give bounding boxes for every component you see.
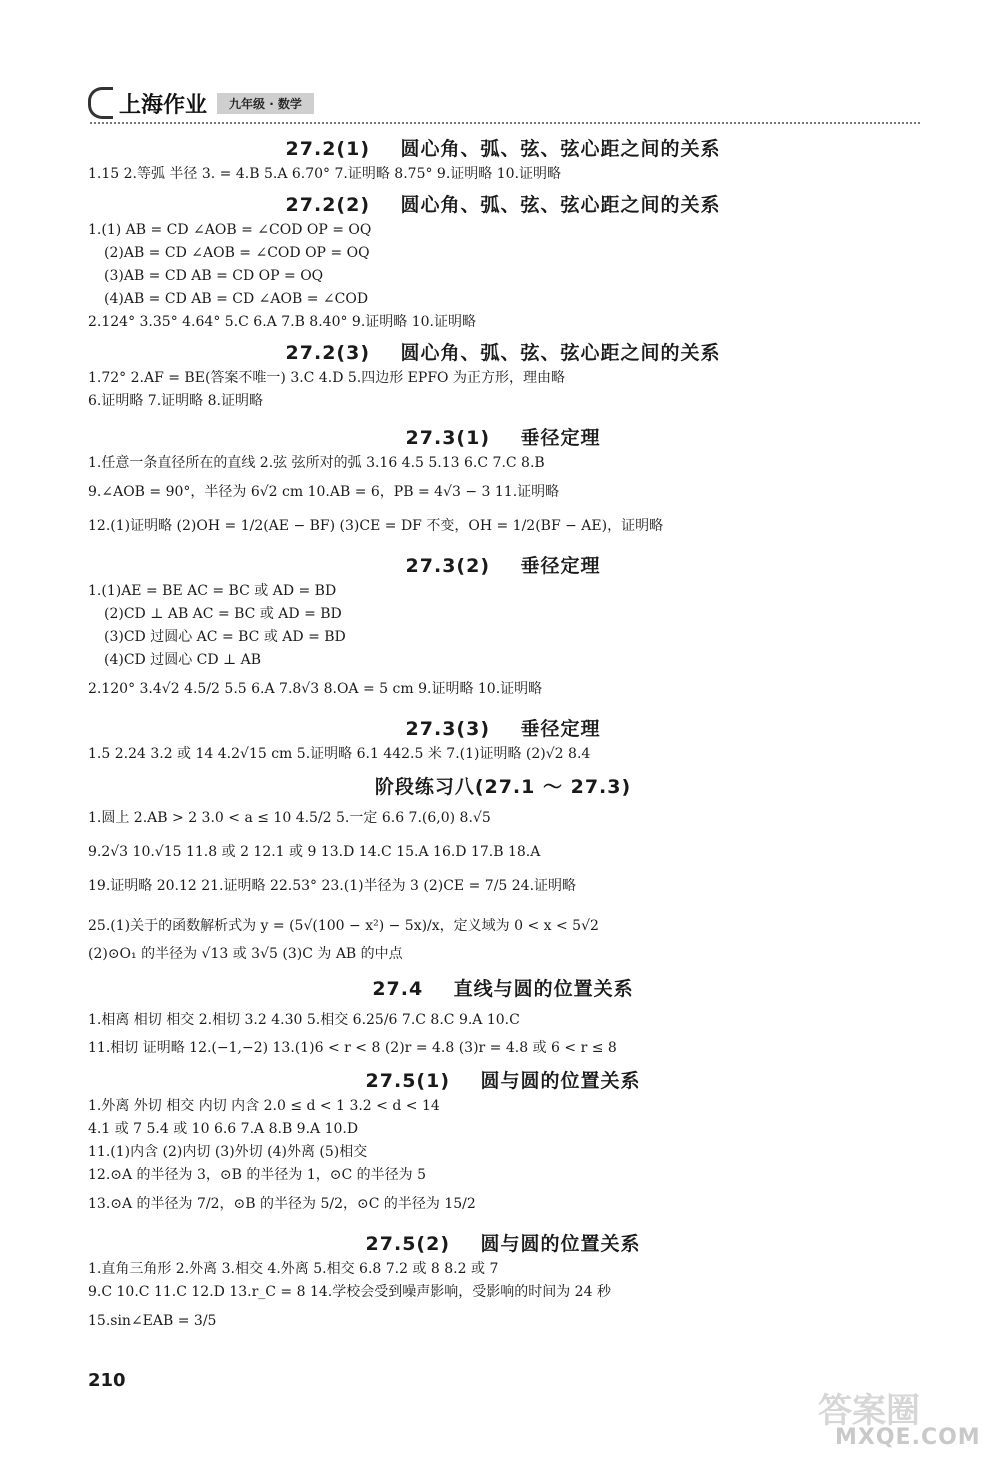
answer-line: 2.120° 3.4√2 4.5/2 5.5 6.A 7.8√3 8.OA = 5 cm 9.证明略 10.证明略 [88, 681, 543, 697]
answer-line: (4)CD 过圆心 CD ⊥ AB [104, 652, 262, 668]
section-title: 阶段练习八(27.1 ～ 27.3) [374, 776, 632, 798]
watermark-text: MXQE.COM [835, 1425, 981, 1450]
section-title: 27.5(1) 圆与圆的位置关系 [365, 1070, 641, 1092]
answer-line: 1.15 2.等弧 半径 3. = 4.B 5.A 6.70° 7.证明略 8.75° 9.证明略 10.证明略 [88, 166, 562, 182]
book-logo-icon [88, 87, 113, 119]
grade-tag: 九年级 · 数学 [217, 93, 314, 114]
answer-line: 1.相离 相切 相交 2.相切 3.2 4.30 5.相交 6.25/6 7.C 8.C 9.A 10.C [88, 1012, 520, 1028]
section-title: 27.2(3) 圆心角、弧、弦、弦心距之间的关系 [285, 342, 721, 364]
section-title: 27.3(3) 垂径定理 [405, 718, 601, 740]
answer-line: (3)AB = CD AB = CD OP = OQ [104, 268, 324, 284]
page-header [88, 86, 314, 120]
answer-line: 1.72° 2.AF = BE(答案不唯一) 3.C 4.D 5.四边形 EPFO 为正方形，理由略 [88, 370, 565, 386]
answer-line: 15.sin∠EAB = 3/5 [88, 1313, 217, 1329]
answer-line: 13.⊙A 的半径为 7/2，⊙B 的半径为 5/2，⊙C 的半径为 15/2 [88, 1196, 476, 1212]
answer-line: 1.圆上 2.AB > 2 3.0 < a ≤ 10 4.5/2 5.一定 6.6 7.(6,0) 8.√5 [88, 810, 491, 826]
answer-line: (2)AB = CD ∠AOB = ∠COD OP = OQ [104, 245, 370, 261]
answer-line: 1.任意一条直径所在的直线 2.弦 弦所对的弧 3.16 4.5 5.13 6.C 7.C 8.B [88, 455, 545, 471]
answer-line: 9.2√3 10.√15 11.8 或 2 12.1 或 9 13.D 14.C 15.A 16.D 17.B 18.A [88, 844, 541, 860]
answer-line: (2)CD ⊥ AB AC = BC 或 AD = BD [104, 606, 342, 622]
answer-line: 11.(1)内含 (2)内切 (3)外切 (4)外离 (5)相交 [88, 1144, 368, 1160]
section-title: 27.5(2) 圆与圆的位置关系 [365, 1233, 641, 1255]
answer-line: (2)⊙O₁ 的半径为 √13 或 3√5 (3)C 为 AB 的中点 [88, 946, 403, 962]
answer-line: 6.证明略 7.证明略 8.证明略 [88, 393, 263, 409]
brand-title: 上海作业 [119, 92, 208, 118]
section-title: 27.2(2) 圆心角、弧、弦、弦心距之间的关系 [285, 194, 721, 216]
answer-line: (4)AB = CD AB = CD ∠AOB = ∠COD [104, 291, 369, 307]
answer-line: (3)CD 过圆心 AC = BC 或 AD = BD [104, 629, 346, 645]
section-title: 27.4 直线与圆的位置关系 [372, 978, 634, 1000]
answer-line: 9.∠AOB = 90°，半径为 6√2 cm 10.AB = 6，PB = 4√3 − 3 11.证明略 [88, 484, 560, 500]
section-title: 27.3(1) 垂径定理 [405, 427, 601, 449]
answer-line: 11.相切 证明略 12.(−1,−2) 13.(1)6 < r < 8 (2)r = 4.8 (3)r = 4.8 或 6 < r ≤ 8 [88, 1040, 617, 1056]
answer-line: 1.直角三角形 2.外离 3.相交 4.外离 5.相交 6.8 7.2 或 8 8.2 或 7 [88, 1261, 499, 1277]
answer-line: 1.(1)AE = BE AC = BC 或 AD = BD [88, 583, 337, 599]
header-divider [90, 122, 920, 124]
watermark-logo-text: 答案圈 [818, 1391, 920, 1431]
answer-line: 1.5 2.24 3.2 或 14 4.2√15 cm 5.证明略 6.1 442.5 米 7.(1)证明略 (2)√2 8.4 [88, 746, 591, 762]
section-title: 27.3(2) 垂径定理 [405, 555, 601, 577]
answer-line: 12.(1)证明略 (2)OH = 1/2(AE − BF) (3)CE = DF 不变，OH = 1/2(BF − AE)，证明略 [88, 518, 664, 534]
answer-line: 2.124° 3.35° 4.64° 5.C 6.A 7.B 8.40° 9.证明略 10.证明略 [88, 314, 477, 330]
answer-line: 12.⊙A 的半径为 3，⊙B 的半径为 1，⊙C 的半径为 5 [88, 1167, 426, 1183]
answer-line: 1.(1) AB = CD ∠AOB = ∠COD OP = OQ [88, 222, 372, 238]
answer-content [88, 130, 918, 1338]
section-title: 27.2(1) 圆心角、弧、弦、弦心距之间的关系 [285, 138, 721, 160]
answer-line: 9.C 10.C 11.C 12.D 13.r_C = 8 14.学校会受到噪声影响，受影响的时间为 24 秒 [88, 1284, 611, 1300]
answer-line: 25.(1)关于的函数解析式为 y = (5√(100 − x²) − 5x)/x，定义域为 0 < x < 5√2 [88, 918, 599, 934]
answer-line: 19.证明略 20.12 21.证明略 22.53° 23.(1)半径为 3 (2)CE = 7/5 24.证明略 [88, 878, 577, 894]
answer-line: 1.外离 外切 相交 内切 内含 2.0 ≤ d < 1 3.2 < d < 14 [88, 1098, 440, 1114]
answer-line: 4.1 或 7 5.4 或 10 6.6 7.A 8.B 9.A 10.D [88, 1121, 359, 1137]
page-number: 210 [88, 1370, 126, 1391]
